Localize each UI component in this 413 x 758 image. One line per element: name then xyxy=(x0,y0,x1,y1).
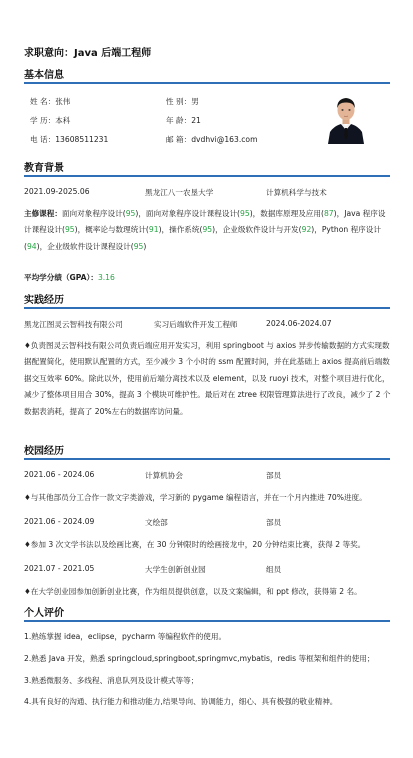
courses-paragraph: 主修课程：面向对象程序设计(95)，面向对象程序设计课程设计(95)，数据库原理及应用(87)，Java 程序设计课程设计(95)，概率论与数理统计(91)，操作系统(95)，企业级软件设计与开发(92)，Python 程序设计(94)，企业级软件设计课程设计(95) xyxy=(24,209,386,251)
phone-value: 13608511231 xyxy=(55,135,109,144)
campus-org: 大学生创新创业园 xyxy=(145,565,206,574)
job-objective: 求职意向：Java 后端工程师 xyxy=(24,48,152,59)
gender-row xyxy=(166,96,199,107)
gender-value: 男 xyxy=(191,97,199,106)
education-period: 2021.09-2025.06 xyxy=(24,187,90,196)
skill-item: 4.具有良好的沟通、执行能力和推动能力,结果导向、协调能力，细心、具有极强的敬业精神。 xyxy=(24,697,338,706)
education-level-value: 本科 xyxy=(55,116,71,125)
section-title-practice: 实践经历 xyxy=(24,295,64,306)
campus-role: 组员 xyxy=(266,565,282,574)
campus-org: 文绘部 xyxy=(145,518,168,527)
gpa-label: 平均学分绩（GPA）： xyxy=(24,273,98,282)
email-label: 邮 箱： xyxy=(166,135,192,144)
course-item: Python 程序设计(94) xyxy=(24,225,381,251)
skill-item: 3.熟悉微服务、多线程、消息队列及设计模式等等； xyxy=(24,676,199,685)
age-row xyxy=(166,115,201,126)
campus-role: 部员 xyxy=(266,518,282,527)
phone-row xyxy=(30,134,108,145)
portrait-photo xyxy=(326,90,366,144)
age-value: 21 xyxy=(191,116,201,125)
job-role: 实习后端软件开发工程师 xyxy=(154,320,238,329)
course-item: 面向对象程序设计课程设计(95) xyxy=(145,209,253,218)
gpa-row xyxy=(24,272,115,283)
campus-description: ♦参加 3 次文学书法以及绘画比赛，在 30 分钟限时的绘画接龙中，20 分钟结束比赛，获得 2 等奖。 xyxy=(24,540,366,549)
practice-description: ♦负责图灵云智科技有限公司负责后端应用开发实习，利用 springboot 与 axios 异步传输数据的方式实现数据配置简化，使用默认配置的方式，至少减少 3 个小时的 ssm 配置时间，并在此基础上 axios 提高前后端数据交互效率 60%。除此以外，使用前后端分离技术以及 element，以及 ruoyi 技术，对整个项目进行优化，减少了整体项目用合 30%，提高 3 个模块可维护性。最后对在 ztree 权限管理算法进行了改良，减少了 2 个数据表消耗，提高了 20%左右的数据库访问量。 xyxy=(24,341,391,416)
section-title-skills: 个人评价 xyxy=(24,608,64,619)
campus-org: 计算机协会 xyxy=(145,471,183,480)
company-name: 黑龙江图灵云智科技有限公司 xyxy=(24,320,123,329)
section-divider xyxy=(24,175,390,177)
section-divider xyxy=(24,82,390,84)
section-divider xyxy=(24,307,390,309)
campus-period: 2021.06 - 2024.09 xyxy=(24,517,95,526)
course-item: 企业级软件设计课程设计(95) xyxy=(47,241,147,251)
course-item: 操作系统(95) xyxy=(169,225,216,235)
job-period: 2024.06-2024.07 xyxy=(266,319,332,328)
gender-label: 性 别： xyxy=(166,97,192,106)
name-value: 张伟 xyxy=(55,97,71,106)
name-row xyxy=(30,96,70,107)
course-item: 面向对象程序设计(95) xyxy=(61,209,139,218)
skill-item: 1.熟练掌握 idea，eclipse，pycharm 等编程软件的使用。 xyxy=(24,632,227,641)
section-title-basic: 基本信息 xyxy=(24,70,64,81)
course-item: Java 程序设计课程设计(95) xyxy=(24,209,386,235)
name-label: 姓 名： xyxy=(30,97,56,106)
campus-role: 部员 xyxy=(266,471,282,480)
course-item: 概率论与数理统计(91) xyxy=(85,225,162,235)
phone-label: 电 话： xyxy=(30,135,56,144)
section-title-campus: 校园经历 xyxy=(24,446,64,457)
section-divider xyxy=(24,458,390,460)
gpa-value: 3.16 xyxy=(97,273,115,282)
skill-item: 2.熟悉 Java 开发，熟悉 springcloud,springboot,springmvc,mybatis，redis 等框架和组件的使用； xyxy=(24,654,375,663)
campus-description: ♦与其他部员分工合作一款文字类游戏，学习新的 pygame 编程语言，并在一个月内推进 70%进度。 xyxy=(24,493,367,502)
education-level-label: 学 历： xyxy=(30,116,56,125)
section-title-education: 教育背景 xyxy=(24,163,64,174)
campus-period: 2021.06 - 2024.06 xyxy=(24,470,95,479)
campus-period: 2021.07 - 2021.05 xyxy=(24,564,95,573)
course-item: 企业级软件设计与开发(92) xyxy=(222,225,315,235)
course-item: 数据库原理及应用(87) xyxy=(260,209,337,218)
age-label: 年 龄： xyxy=(166,116,192,125)
section-divider xyxy=(24,620,390,622)
major-name: 计算机科学与技术 xyxy=(266,188,327,197)
email-value: dvdhvi@163.com xyxy=(191,135,258,144)
email-row xyxy=(166,134,257,145)
campus-description: ♦在大学创业园参加创新创业比赛，作为组员提供创意，以及文案编辑，和 ppt 修改，获得第 2 名。 xyxy=(24,587,362,596)
school-name: 黑龙江八一农垦大学 xyxy=(145,188,214,197)
education-level-row xyxy=(30,115,70,126)
courses-label: 主修课程： xyxy=(24,209,62,218)
